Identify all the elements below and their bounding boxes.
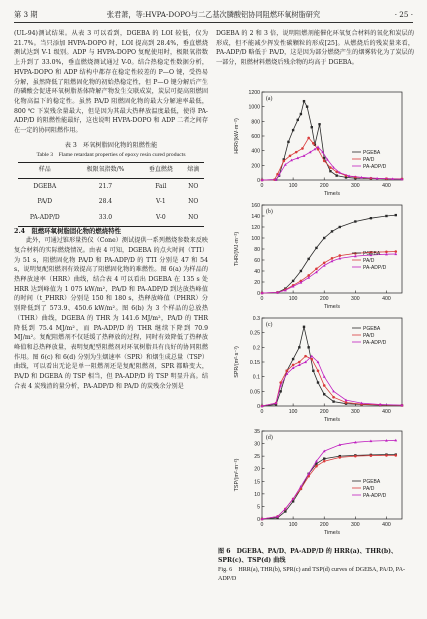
x-tick-label: 0 [260,409,264,415]
data-point [317,381,319,383]
x-tick-label: 300 [351,522,360,528]
table-row [18,210,204,226]
y-tick-label: 600 [251,134,260,140]
data-point [310,358,313,361]
data-point [370,217,372,219]
table-cell: NO [188,213,199,221]
y-axis-label: TSP/(m²·m⁻²) [234,458,240,492]
data-point [292,364,295,367]
hrr-chart [222,86,414,198]
figure-caption [218,547,414,585]
x-tick-label: 400 [382,183,391,189]
data-point [312,370,314,372]
figure-caption-en: Fig. 6 HRR(a), THR(b), SPR(c) and TSP(d) curves of DGEBA, PA/D, PA-ADP/D [218,566,406,583]
x-axis-label: Time/s [324,417,340,423]
y-axis-label: THR/(MJ·m⁻²) [234,231,240,267]
data-point [323,460,326,463]
y-tick-label: 140 [251,214,260,220]
data-point [292,129,294,131]
y-tick-label: 0 [257,404,260,410]
panel-label: (d) [266,435,273,441]
data-point [306,105,308,107]
y-tick-label: 0.1 [252,374,260,381]
data-point [339,226,341,228]
table-cell: V-1 [156,198,166,206]
chart-panel-d [222,425,414,541]
y-tick-label: 60 [254,258,260,264]
data-point [292,280,294,282]
table-cell: 21.7 [98,182,113,190]
flame-retardant-table [18,162,204,227]
panel-label: (c) [266,322,273,328]
table-cell: PA/D [37,198,53,206]
legend-label: PA-ADP/D [363,164,387,170]
x-tick-label: 300 [351,183,360,189]
data-point [329,166,332,169]
series-line-1 [262,327,402,406]
spr-chart [222,312,414,424]
y-tick-label: 20 [254,466,260,473]
data-point [332,396,335,399]
series-line-2 [262,455,396,519]
page-number: · 25 · [394,10,413,19]
data-point [307,258,309,260]
data-point [395,214,397,216]
header-rule [14,22,413,23]
table-title-cn: 表 3 环氧树脂固化物的阻燃性能 [64,141,158,149]
issue-number: 第 3 期 [14,10,38,19]
data-point [323,237,325,239]
legend-label: PA/D [363,157,375,163]
data-point [385,250,388,253]
data-point [295,151,298,154]
data-point [303,100,305,102]
table-header-cell: 垂直燃烧 [148,166,173,174]
table-row [18,179,204,195]
table-cell: Fail [155,182,167,190]
x-axis-label: Time/s [324,191,340,197]
data-point [317,145,320,148]
table-cell: NO [188,182,199,190]
data-point [315,465,318,468]
legend-label: PA/D [363,486,375,492]
x-tick-label: 400 [382,296,391,302]
thr-chart [222,199,414,311]
table-cell: V-0 [156,213,166,221]
plot-frame [262,318,402,406]
legend-label: PA/D [363,258,375,264]
data-point [354,220,356,222]
y-tick-label: 30 [254,441,260,448]
data-point [332,400,334,402]
data-point [284,510,286,512]
data-point [385,454,388,457]
x-axis-label: Time/s [324,530,340,536]
x-tick-label: 200 [319,296,329,302]
y-tick-label: 0 [257,517,260,523]
data-point [312,142,315,145]
data-point [335,174,337,176]
y-tick-label: 0 [257,178,260,184]
y-tick-label: 80 [254,247,260,253]
y-tick-label: 15 [254,479,260,486]
data-point [282,160,285,163]
y-tick-label: 10 [254,491,260,498]
panel-label: (b) [266,209,273,215]
data-point [394,454,397,457]
right-column [216,29,414,68]
panel-label: (a) [266,96,273,102]
y-tick-label: 0.15 [249,360,260,366]
data-point [311,126,313,128]
y-tick-label: 25 [254,454,260,461]
x-tick-label: 200 [319,183,329,189]
data-point [301,147,304,150]
figure-caption-cn: DGEBA、PA/D、PA-ADP/D 的 HRR(a)、THR(b)、SPR(c)、TSP(d) 曲线 [218,548,398,565]
series-line-3 [262,356,402,406]
x-tick-label: 400 [382,409,391,415]
table-header-cell: 熔滴 [187,166,200,174]
data-point [298,361,301,364]
legend-label: PGEBA [363,326,381,332]
data-point [304,355,307,358]
data-point [315,247,317,249]
y-tick-label: 5 [257,504,260,511]
data-point [385,215,387,217]
table-cell: 28.4 [98,198,113,206]
data-point [323,393,325,395]
data-point [323,384,326,387]
table-header-cell: 极限氧指数/% [86,166,125,174]
data-point [318,123,320,125]
data-point [323,261,326,264]
figure-number: 图 6 [218,548,231,555]
table-header-row [18,162,204,179]
legend-label: PA-ADP/D [363,265,387,271]
legend-label: PA-ADP/D [363,340,387,346]
data-point [338,456,341,459]
y-tick-label: 1000 [248,104,260,111]
left-column [14,29,208,391]
legend-label: PGEBA [363,479,381,485]
x-tick-label: 300 [351,296,360,302]
data-point [292,358,294,360]
y-tick-label: 0.25 [249,330,260,337]
tsp-chart [222,425,414,541]
data-point [303,326,305,328]
paragraph: DGEBA 的 2 和 3 倍，说明阻燃剂能催化环氧复合材料的氧化和炭层的形成，但不能减少挥发性碳颗粒的形成[25]。从燃烧后的残炭量来看，PA-ADP/D 略低于 PA/D，这是因为部分燃烧产生的烟雾转化为了炭层的一部分，阻燃材料燃烧后残余物的均高于 DGEBA。 [216,30,414,67]
y-tick-label: 35 [254,429,260,435]
data-point [394,250,397,253]
data-point [370,454,373,457]
y-tick-label: 0.3 [252,316,260,322]
x-tick-label: 200 [319,522,329,528]
y-axis-label: SPR/(m²·s⁻¹) [234,346,240,378]
y-axis-label: HRR/(kW·m⁻²) [234,118,240,154]
y-tick-label: 0.05 [249,389,260,396]
y-tick-label: 800 [251,119,260,126]
data-point [331,230,333,232]
y-tick-label: 0 [257,291,260,297]
table-row [18,195,204,211]
x-tick-label: 100 [288,296,298,302]
data-point [331,257,334,260]
plot-frame [262,431,402,519]
x-tick-label: 100 [288,183,298,189]
data-point [298,346,300,348]
x-tick-label: 0 [260,522,264,528]
data-point [279,390,281,392]
y-tick-label: 160 [251,203,260,209]
y-tick-label: 20 [254,280,260,286]
data-point [354,455,357,458]
data-point [307,137,310,140]
y-tick-label: 120 [251,225,260,231]
paragraph: 此外，可通过锥形量热仪（Cone）测试提供一系列燃烧参数来反映复合材料的实际燃烧情况。由表 4 可知，DGEBA 的点火时间（TTI）为 51 s，阻燃固化物 PA/D 和 PA-ADP/D 的 TTI 分别是 47 和 54 s，说明复配阻燃剂有效提高了阻燃固化物的难燃性。图 6(a) 为样品的热释放速率（HRR）曲线，结合表 4 可以看出 DGEBA 在 135 s 处 HRR 达到峰值为 1 075 kW/m²，PA/D 和 PA-ADP/D 到达放热峰值的时间（t_PHRR）分别是 150 和 180 s，热释放峰值（PHRR）分别降低到了 573.9、450.6 kW/m²。图 6(b) 为 3 个样品的总放热（THR）曲线，DGEBA 的 THR 为 141.6 MJ/m²，PA/D 的 THR 降低到 75.4 MJ/m²，而 PA-ADP/D 的 THR 继续下降到 70.9 MJ/m²。复配阻燃剂不仅延缓了热释放的过程，同时有效降低了热释放峰值和总热释放量，表明复配型阻燃剂对环氧树脂具有良好的协同阻燃作用。图 6(c) 和 6(d) 分别为生烟速率（SPR）和烟生成总量（TSP）曲线，可以看出无论是单一阻燃剂还是复配阻燃剂，SPR 都略变大，PA/D 和 DGEBA 的 TSP 相当，但 PA-ADP/D 的 TSP 明显升高。结合表 4 炭残渣的量分析，PA-ADP/D 和 PA/D 的炭残余分别是 [14,237,208,390]
running-header [14,8,413,22]
data-point [338,254,341,257]
series-line-1 [262,455,396,519]
x-tick-label: 200 [319,409,329,415]
table-cell: DGEBA [33,182,57,190]
section-heading: 2.4 阻燃环氧树脂固化物的燃烧特性 [14,226,121,235]
data-point [323,457,325,459]
data-point [317,370,320,373]
data-point [310,355,313,358]
y-tick-label: 40 [254,269,260,275]
y-tick-label: 100 [251,236,260,242]
legend-label: PA/D [363,333,375,339]
paragraph: (UL-94)测试结果。从表 3 可以看到，DGEBA 的 LOI 较低，仅为 21.7%。当只添加 HVPA-DOPO 时，LOI 提高到 28.4%，垂直燃烧测试达到 V-1 级别。ADP 与 HVPA-DOPO 复配使用时，极限氧指数上升到了 33.0%，垂直燃烧测试通过 V-0。结合热稳定性数据分析，HVPA-DOPO 和 ADP 结构中都存在稳定性较差的 P—O 键，受热易分解，虽然降低了阻燃固化物的初始热稳定性，但 P—O 键分解后产生的磷酸会促进环氧树脂基体降解产物发生交联成炭，炭层可提高阻燃固化物高温下的稳定性。虽然 PA/D 阻燃固化物的最大分解速率最低，800 ℃ 下炭残余量最大，但是因为其最大热释放温度最低，使得 PA-ADP/D 的阻燃性能最好，这也说明 HVPA-DOPO 和 ADP 二者之间存在一定的协同阻燃作用。 [14,30,208,135]
x-tick-label: 100 [288,409,298,415]
y-tick-label: 1200 [248,90,260,96]
data-point [315,268,318,271]
legend-label: PA-ADP/D [363,493,387,499]
x-tick-label: 0 [260,183,264,189]
table-title-en: Table 3 Flame retardant properties of epoxy resin cured products [36,151,186,158]
x-tick-label: 100 [288,522,298,528]
data-point [289,155,292,158]
table-cell: NO [188,198,199,206]
x-tick-label: 300 [351,409,360,415]
data-point [300,113,302,115]
x-tick-label: 0 [260,296,264,302]
data-point [329,170,331,172]
running-title: 张君萧，等:HVPA-DOPO与二乙基次膦酸铝协同阻燃环氧树脂研究 [106,10,321,19]
data-point [300,270,302,272]
chart-panel-a [222,86,414,198]
data-point [323,160,326,163]
x-axis-label: Time/s [324,304,340,310]
series-line-2 [262,252,396,294]
table-header-cell: 样品 [38,166,51,174]
y-tick-label: 400 [251,148,260,155]
chart-panel-c [222,312,414,424]
legend-label: PGEBA [363,251,381,257]
data-point [297,119,299,121]
table-cell: PA-ADP/D [29,213,60,221]
legend-label: PGEBA [363,150,381,156]
y-tick-label: 200 [251,163,260,170]
chart-panel-b [222,199,414,311]
data-point [323,375,326,378]
x-tick-label: 400 [382,522,391,528]
plot-frame [262,205,402,293]
data-point [345,401,348,404]
table-cell: 33.0 [98,213,113,221]
data-point [286,370,289,373]
data-point [287,141,289,143]
data-point [307,346,309,348]
y-tick-label: 0.2 [252,345,260,352]
